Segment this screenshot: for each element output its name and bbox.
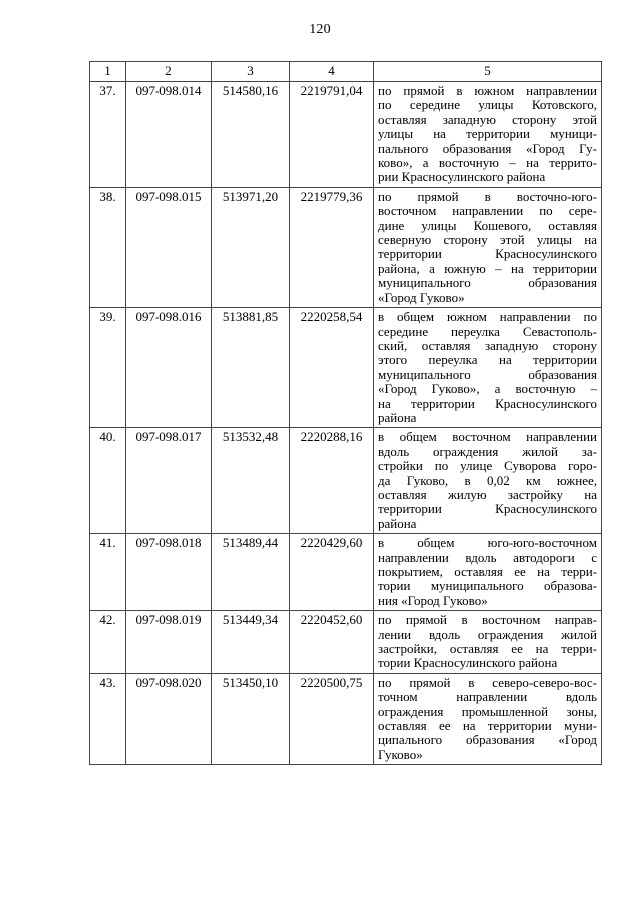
coordinate-x: 513489,44: [212, 534, 290, 611]
coordinate-y: 2220452,60: [290, 611, 374, 674]
description-line: восточном направлении по сере-: [378, 203, 597, 219]
description-line: в общем восточном направлении: [378, 429, 597, 445]
page-number: 120: [309, 22, 331, 37]
boundary-description: [374, 611, 602, 674]
column-header-1: 1: [90, 62, 126, 82]
description-line: пального образования «Город Гу-: [378, 140, 597, 156]
row-number: 39.: [90, 308, 126, 428]
table-row: [90, 187, 602, 307]
description-line: оставляя жилую застройку на: [378, 486, 597, 502]
description-line: района: [378, 515, 417, 531]
description-line: по прямой в северо-северо-вос-: [378, 674, 597, 690]
description-line: района, а южную – на территории: [378, 260, 597, 276]
row-number: 42.: [90, 611, 126, 674]
description-line: в общем юго-юго-восточном: [378, 535, 597, 551]
point-code: 097-098.020: [126, 673, 212, 764]
description-line: лении вдоль ограждения жилой: [378, 626, 597, 642]
description-line: по прямой в восточно-юго-: [378, 188, 597, 204]
column-header-3: 3: [212, 62, 290, 82]
row-number: 41.: [90, 534, 126, 611]
description-line: застройки, оставляя ее на терри-: [378, 641, 597, 657]
coordinate-y: 2220500,75: [290, 673, 374, 764]
table-row: [90, 308, 602, 428]
boundary-description: [374, 82, 602, 188]
table-row: [90, 428, 602, 534]
description-line: покрытием, оставляя ее на терри-: [378, 564, 597, 579]
point-code: 097-098.015: [126, 187, 212, 307]
description-line: Гуково»: [378, 746, 423, 762]
row-number: 37.: [90, 82, 126, 188]
column-header-2: 2: [126, 62, 212, 82]
coordinate-x: 514580,16: [212, 82, 290, 188]
description-line: «Город Гуково», а восточную –: [378, 381, 597, 397]
boundary-description: [374, 187, 602, 307]
description-line: муниципального образования: [378, 366, 597, 382]
boundary-description: [374, 534, 602, 611]
coordinate-y: 2219779,36: [290, 187, 374, 307]
description-line: стройки по улице Суворова горо-: [378, 458, 597, 474]
description-line: по прямой в южном направлении: [378, 83, 597, 98]
table-header-row: [90, 62, 602, 82]
description-line: этого переулка на территории: [378, 352, 597, 368]
description-line: «Город Гуково»: [378, 289, 465, 305]
description-line: по середине улицы Котовского,: [378, 97, 597, 113]
description-line: на территории Красносулинского: [378, 395, 597, 411]
column-header-5: 5: [374, 62, 602, 82]
description-line: ково», а восточную – на террито-: [378, 155, 597, 171]
description-line: оставляя западную сторону этой: [378, 111, 597, 127]
table-body: [90, 82, 602, 765]
boundary-description: [374, 673, 602, 764]
table-row: [90, 82, 602, 188]
point-code: 097-098.018: [126, 534, 212, 611]
coordinate-y: 2220288,16: [290, 428, 374, 534]
description-line: улицы на территории муници-: [378, 126, 597, 142]
boundary-description: [374, 308, 602, 428]
coordinate-x: 513881,85: [212, 308, 290, 428]
description-line: территории Красносулинского: [378, 246, 597, 262]
description-line: по прямой в восточном направ-: [378, 612, 597, 628]
coordinate-x: 513971,20: [212, 187, 290, 307]
description-line: направлении вдоль автодороги с: [378, 549, 597, 565]
point-code: 097-098.014: [126, 82, 212, 188]
coordinate-y: 2220258,54: [290, 308, 374, 428]
description-line: точном направлении вдоль: [378, 689, 597, 705]
coordinate-x: 513449,34: [212, 611, 290, 674]
description-line: середине переулка Севастополь-: [378, 323, 597, 339]
description-line: дине улицы Кошевого, оставляя: [378, 217, 597, 233]
description-line: района: [378, 409, 417, 425]
coordinate-x: 513532,48: [212, 428, 290, 534]
point-code: 097-098.019: [126, 611, 212, 674]
table-row: [90, 534, 602, 611]
point-code: 097-098.016: [126, 308, 212, 428]
description-line: ский, оставляя западную сторону: [378, 337, 597, 353]
coordinate-y: 2219791,04: [290, 82, 374, 188]
description-line: тории муниципального образова-: [378, 578, 597, 594]
row-number: 43.: [90, 673, 126, 764]
boundary-points-table: [89, 61, 602, 765]
description-line: ограждения промышленной зоны,: [378, 703, 597, 719]
column-header-4: 4: [290, 62, 374, 82]
description-line: северную сторону этой улицы на: [378, 232, 597, 248]
description-line: рии Красносулинского района: [378, 169, 546, 185]
description-line: территории Красносулинского: [378, 501, 597, 517]
description-line: вдоль ограждения жилой за-: [378, 443, 597, 459]
point-code: 097-098.017: [126, 428, 212, 534]
description-line: ния «Город Гуково»: [378, 592, 488, 608]
description-line: да Гуково, в 0,02 км южнее,: [378, 472, 597, 488]
coordinate-y: 2220429,60: [290, 534, 374, 611]
table-row: [90, 611, 602, 674]
description-line: тории Красносулинского района: [378, 655, 558, 671]
description-line: ципального образования «Город: [378, 732, 597, 748]
table-row: [90, 673, 602, 764]
table-header: [90, 62, 602, 82]
description-line: в общем южном направлении по: [378, 309, 597, 325]
description-line: муниципального образования: [378, 275, 597, 291]
coordinate-x: 513450,10: [212, 673, 290, 764]
boundary-description: [374, 428, 602, 534]
row-number: 40.: [90, 428, 126, 534]
description-line: оставляя ее на территории муни-: [378, 718, 597, 734]
row-number: 38.: [90, 187, 126, 307]
